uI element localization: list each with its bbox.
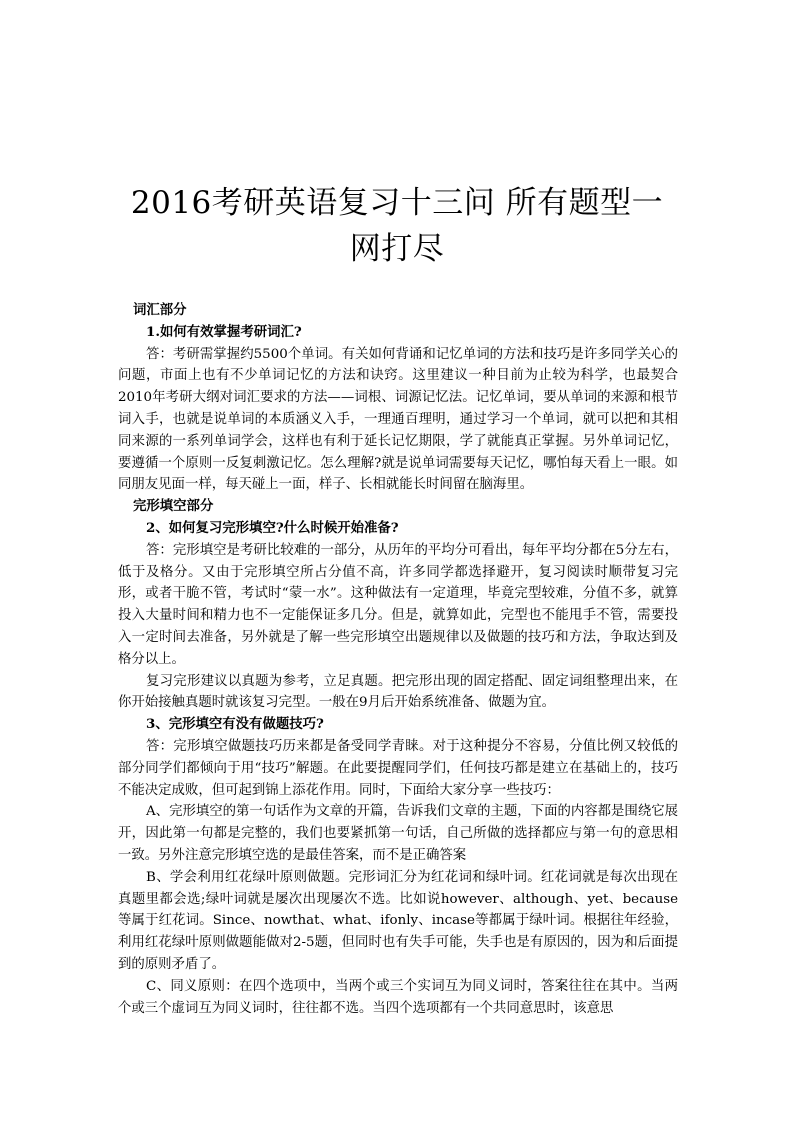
answer-2-paragraph-1: 答：完形填空是考研比较难的一部分，从历年的平均分可看出，每年平均分都在5分左右，低于及格分。又由于完形填空所占分值不高，许多同学都选择避开，复习阅读时顺带复习完形，或者干脆不管，考试时“蒙一水”。这种做法有一定道理，毕竟完型较难，分值不多，就算投入大量时间和精力也不一定能保证多几分。但是，就算如此，完型也不能甩手不管，需要投入一定时间去准备，另外就是了解一些完形填空出题规律以及做题的技巧和方法，争取达到及格分以上。 [118,542,678,667]
answer-2-paragraph-2: 复习完形建议以真题为参考，立足真题。把完形出现的固定搭配、固定词组整理出来，在你开始接触真题时就该复习完型。一般在9月后开始系统准备、做题为宜。 [118,673,678,711]
answer-3-tip-c: C、同义原则：在四个选项中，当两个或三个实词互为同义词时，答案往往在其中。当两个或三个虚词互为同义词时，往往都不选。当四个选项都有一个共同意思时，该意思 [118,978,678,1016]
question-3: 3、完形填空有没有做题技巧? [146,716,324,733]
answer-3-paragraph-1: 答：完形填空做题技巧历来都是备受同学青睐。对于这种提分不容易，分值比例又较低的部分同学们都倾向于用“技巧”解题。在此要提醒同学们，任何技巧都是建立在基础上的，技巧不能决定成败，但可起到锦上添花作用。同时，下面给大家分享一些技巧： [118,738,678,798]
question-1: 1.如何有效掌握考研词汇? [146,323,302,340]
document-body [118,300,678,1019]
section-heading-cloze: 完形填空部分 [133,498,214,515]
document-title: 2016考研英语复习十三问 所有题型一网打尽 [130,185,664,267]
answer-3-tip-a: A、完形填空的第一句话作为文章的开篇，告诉我们文章的主题，下面的内容都是围绕它展开，因此第一句都是完整的，我们也要紧抓第一句话，自己所做的选择都应与第一句的意思相一致。另外注意完形填空选的是最佳答案，而不是正确答案 [118,804,678,863]
question-2: 2、如何复习完形填空?什么时候开始准备? [146,519,399,536]
answer-3-tip-b: B、学会利用红花绿叶原则做题。完形词汇分为红花词和绿叶词。红花词就是每次出现在真题里都会选;绿叶词就是屡次出现屡次不选。比如说however、although、yet、because等属于红花词。Since、nowthat、what、ifonly、incase等都属于绿叶词。根据往年经验，利用红花绿叶原则做题能做对2-5题，但同时也有失手可能，失手也是有原因的，因为和后面提到的原则矛盾了。 [118,869,678,972]
answer-1: 答：考研需掌握约5500个单词。有关如何背诵和记忆单词的方法和技巧是许多同学关心的问题，市面上也有不少单词记忆的方法和诀窍。这里建议一种目前为止较为科学，也最契合2010年考研大纲对词汇要求的方法——词根、词源记忆法。记忆单词，要从单词的来源和根节词入手，也就是说单词的本质涵义入手，一理通百理明，通过学习一个单词，就可以把和其相同来源的一系列单词学会，这样也有利于延长记忆期限，学了就能真正掌握。另外单词记忆，要遵循一个原则一反复刺激记忆。怎么理解?就是说单词需要每天记忆，哪怕每天看上一眼。如同朋友见面一样，每天碰上一面，样子、长相就能长时间留在脑海里。 [118,346,678,493]
section-heading-vocabulary: 词汇部分 [133,302,187,318]
